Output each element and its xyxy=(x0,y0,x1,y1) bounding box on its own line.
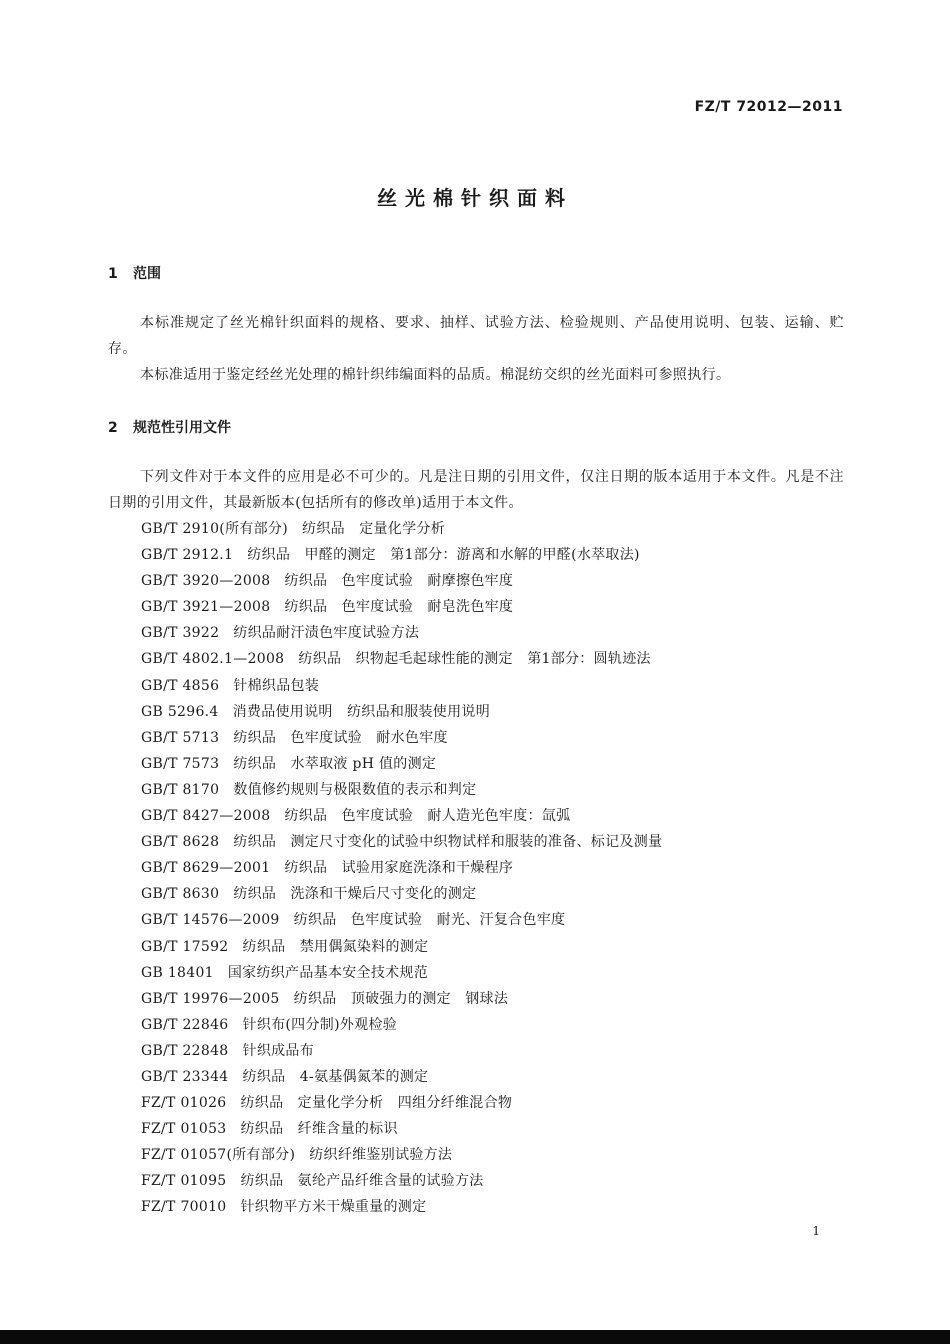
reference-item xyxy=(141,1090,662,1116)
reference-item xyxy=(141,751,662,777)
reference-item xyxy=(141,1194,662,1220)
reference-title: 纺织品 水萃取液 pH 值的测定 xyxy=(233,755,437,772)
reference-item xyxy=(141,1142,662,1168)
reference-item xyxy=(141,1168,662,1194)
reference-item xyxy=(141,777,662,803)
reference-title: 纺织品 色牢度试验 耐水色牢度 xyxy=(233,729,448,746)
reference-code: FZ/T 01053 xyxy=(141,1121,227,1138)
reference-code: FZ/T 01057(所有部分) xyxy=(141,1147,296,1164)
reference-title: 数值修约规则与极限数值的表示和判定 xyxy=(233,781,477,798)
reference-title: 纺织品 顶破强力的测定 钢球法 xyxy=(293,990,509,1007)
reference-code: GB/T 2912.1 xyxy=(141,547,234,564)
reference-code: FZ/T 01026 xyxy=(141,1095,227,1112)
reference-code: GB/T 3921—2008 xyxy=(141,599,271,616)
reference-code: GB/T 4856 xyxy=(141,677,220,694)
reference-code: FZ/T 70010 xyxy=(141,1199,227,1216)
reference-item xyxy=(141,881,662,907)
reference-title: 针棉织品包装 xyxy=(233,677,320,694)
reference-title: 纺织品耐汗渍色牢度试验方法 xyxy=(233,625,420,642)
section-2-number: 2 xyxy=(108,420,118,436)
reference-code: GB/T 8170 xyxy=(141,781,220,798)
reference-item xyxy=(141,1064,662,1090)
reference-code: GB/T 22846 xyxy=(141,1016,229,1033)
reference-code: GB/T 19976—2005 xyxy=(141,990,280,1007)
reference-code: GB/T 3922 xyxy=(141,625,220,642)
reference-title: 纺织品 甲醛的测定 第1部分：游离和水解的甲醛(水萃取法) xyxy=(247,547,640,564)
reference-title: 纺织品 4-氨基偶氮苯的测定 xyxy=(242,1068,429,1085)
reference-item xyxy=(141,542,662,568)
reference-title: 纺织品 测定尺寸变化的试验中织物试样和服装的准备、标记及测量 xyxy=(233,834,663,851)
section-1-heading xyxy=(108,263,161,283)
reference-title: 针织物平方米干燥重量的测定 xyxy=(240,1199,427,1216)
reference-title: 纺织品 纤维含量的标识 xyxy=(240,1121,398,1138)
reference-title: 纺织品 禁用偶氮染料的测定 xyxy=(242,938,429,955)
standard-code: FZ/T 72012—2011 xyxy=(694,99,843,115)
section-1-paragraph-1: 本标准规定了丝光棉针织面料的规格、要求、抽样、试验方法、检验规则、产品使用说明、包装、运输、贮存。 xyxy=(108,315,844,357)
reference-code: GB/T 8630 xyxy=(141,886,220,903)
reference-title: 纺织品 织物起毛起球性能的测定 第1部分：圆轨迹法 xyxy=(298,651,651,668)
document-title: 丝光棉针织面料 xyxy=(377,186,573,210)
section-2-intro: 下列文件对于本文件的应用是必不可少的。凡是注日期的引用文件，仅注日期的版本适用于本文件。凡是不注日期的引用文件，其最新版本(包括所有的修改单)适用于本文件。 xyxy=(108,469,844,511)
reference-code: GB 5296.4 xyxy=(141,703,219,720)
reference-item xyxy=(141,1012,662,1038)
section-1-paragraph-2: 本标准适用于鉴定经丝光处理的棉针织纬编面料的品质。棉混纺交织的丝光面料可参照执行。 xyxy=(140,367,731,383)
reference-code: GB 18401 xyxy=(141,964,214,981)
reference-title: 纺织品 色牢度试验 耐光、汗复合色牢度 xyxy=(293,912,566,929)
reference-item xyxy=(141,516,662,542)
page-number: 1 xyxy=(812,1224,820,1238)
reference-code: GB/T 14576—2009 xyxy=(141,912,280,929)
reference-code: GB/T 23344 xyxy=(141,1068,229,1085)
reference-item xyxy=(141,934,662,960)
reference-code: FZ/T 01095 xyxy=(141,1173,227,1190)
reference-title: 纺织品 定量化学分析 xyxy=(302,521,446,537)
reference-title: 纺织品 氨纶产品纤维含量的试验方法 xyxy=(240,1173,484,1190)
reference-item xyxy=(141,1038,662,1064)
reference-item xyxy=(141,594,662,620)
reference-item xyxy=(141,829,662,855)
reference-code: GB/T 7573 xyxy=(141,755,220,772)
reference-title: 纺织品 洗涤和干燥后尺寸变化的测定 xyxy=(233,886,477,903)
reference-item xyxy=(141,960,662,986)
reference-title: 纺织品 色牢度试验 耐人造光色牢度：氙弧 xyxy=(284,808,571,825)
reference-item xyxy=(141,1116,662,1142)
section-2-title: 规范性引用文件 xyxy=(133,420,231,436)
reference-code: GB/T 4802.1—2008 xyxy=(141,651,285,668)
reference-code: GB/T 2910(所有部分) xyxy=(141,521,289,537)
reference-item xyxy=(141,986,662,1012)
reference-list xyxy=(141,516,662,1221)
section-1-title: 范围 xyxy=(133,266,161,282)
reference-code: GB/T 8629—2001 xyxy=(141,860,271,877)
reference-title: 国家纺织产品基本安全技术规范 xyxy=(227,964,429,981)
reference-title: 纺织品 定量化学分析 四组分纤维混合物 xyxy=(240,1095,513,1112)
reference-title: 纺织纤维鉴别试验方法 xyxy=(309,1147,453,1164)
reference-code: GB/T 3920—2008 xyxy=(141,573,271,590)
reference-item xyxy=(141,907,662,933)
reference-title: 消费品使用说明 纺织品和服装使用说明 xyxy=(232,703,491,720)
reference-code: GB/T 8427—2008 xyxy=(141,808,271,825)
reference-item xyxy=(141,855,662,881)
section-2-heading xyxy=(108,417,231,437)
reference-item xyxy=(141,803,662,829)
reference-item xyxy=(141,620,662,646)
reference-title: 针织成品布 xyxy=(242,1042,315,1059)
reference-title: 纺织品 试验用家庭洗涤和干燥程序 xyxy=(284,860,514,877)
bottom-border xyxy=(0,1330,950,1344)
reference-title: 纺织品 色牢度试验 耐皂洗色牢度 xyxy=(284,599,514,616)
reference-title: 纺织品 色牢度试验 耐摩擦色牢度 xyxy=(284,573,514,590)
reference-item xyxy=(141,646,662,672)
reference-item xyxy=(141,568,662,594)
reference-item xyxy=(141,699,662,725)
reference-code: GB/T 5713 xyxy=(141,729,220,746)
reference-code: GB/T 17592 xyxy=(141,938,229,955)
reference-code: GB/T 22848 xyxy=(141,1042,229,1059)
section-1-number: 1 xyxy=(108,266,118,282)
reference-item xyxy=(141,673,662,699)
reference-title: 针织布(四分制)外观检验 xyxy=(242,1016,398,1033)
reference-item xyxy=(141,725,662,751)
reference-code: GB/T 8628 xyxy=(141,834,220,851)
